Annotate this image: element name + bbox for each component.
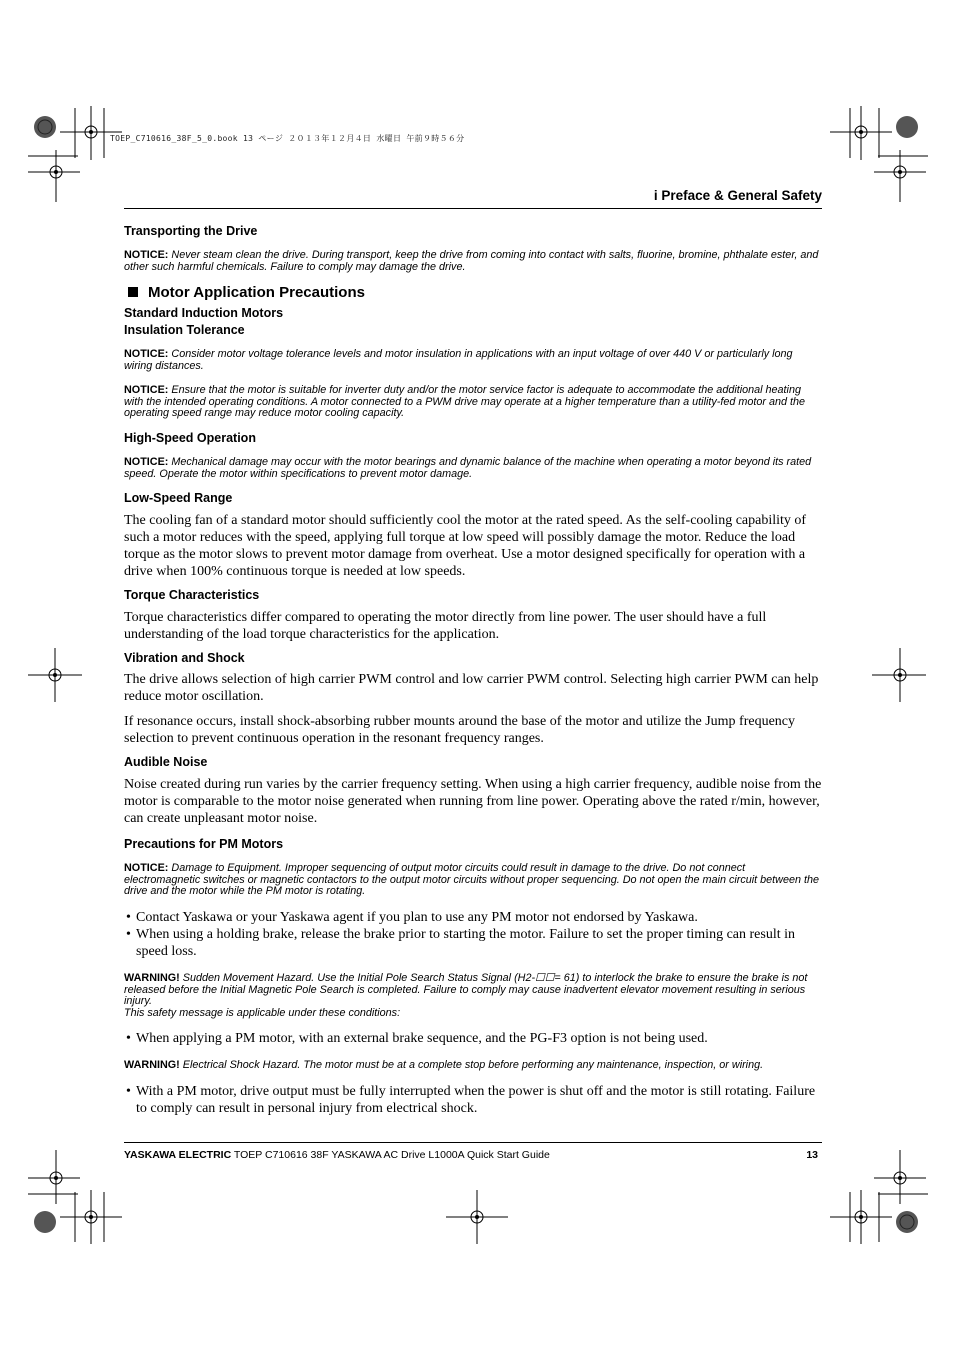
section-title-text: Motor Application Precautions [148, 284, 365, 301]
heading-torque: Torque Characteristics [124, 588, 260, 602]
list-item [124, 909, 822, 926]
bullet-icon: • [126, 927, 131, 942]
notice-text: Never steam clean the drive. During transport, keep the drive from coming into contact with salts, fluorine, bromine, phthalate ester, and other such harmful chemicals. Failure to comply may damage the drive. [124, 249, 819, 273]
page-number: 13 [806, 1149, 818, 1161]
notice-text: Ensure that the motor is suitable for inverter duty and/or the motor service factor is adequate to accommodate the additional heating with the intended operating conditions. A motor connected to a PWM drive may operate at a higher temperature than a utility-fed motor and the operating speed range may reduce motor cooling capacity. [124, 384, 805, 420]
heading-audible-noise: Audible Noise [124, 755, 208, 769]
warning-text: Sudden Movement Hazard. Use the Initial Pole Search Status Signal (H2-☐☐= 61) to interlock the brake to ensure the brake is not released before the Initial Magnetic Pole Search is completed. Failure to comply may cause inadvertent elevator movement resulting in serious injury. [124, 972, 808, 1008]
notice-insulation-2 [124, 385, 822, 420]
warning-text: Electrical Shock Hazard. The motor must be at a complete stop before performing any maintenance, inspection, or wiring. [179, 1059, 764, 1071]
notice-transporting [124, 250, 822, 273]
list-item-text: Contact Yaskawa or your Yaskawa agent if you plan to use any PM motor not endorsed by Yaskawa. [136, 910, 698, 925]
warning-sudden-movement [124, 973, 822, 1019]
notice-label: NOTICE: [124, 456, 169, 468]
body-vibration-1: The drive allows selection of high carrier PWM control and low carrier PWM control. Selecting high carrier PWM can help reduce motor oscillation. [124, 672, 819, 704]
notice-text: Consider motor voltage tolerance levels and motor insulation in applications with an input voltage of over 440 V or particularly long wiring distances. [124, 348, 793, 372]
heading-standard-induction: Standard Induction Motors [124, 306, 284, 320]
list-item [124, 1030, 822, 1047]
notice-label: NOTICE: [124, 384, 169, 396]
heading-vibration: Vibration and Shock [124, 651, 245, 665]
square-bullet-icon [128, 287, 138, 297]
notice-text: Mechanical damage may occur with the motor bearings and dynamic balance of the machine when operating a motor beyond its rated speed. Operate the motor within specifications to prevent motor damage. [124, 456, 812, 480]
notice-text: Damage to Equipment. Improper sequencing of output motor circuits could result in damage to the drive. Do not connect electromagnetic switches or magnetic contactors to the output motor circuits without proper sequencing. Do not open the main circuit between the drive and the motor while the PM motor is rotating. [124, 862, 819, 898]
header-rule [124, 208, 822, 209]
notice-label: NOTICE: [124, 862, 169, 874]
bullet-icon: • [126, 1084, 131, 1099]
footer-rule [124, 1142, 822, 1143]
notice-high-speed [124, 457, 822, 480]
heading-low-speed: Low-Speed Range [124, 491, 233, 505]
list-item-text: When applying a PM motor, with an external brake sequence, and the PG-F3 option is not being used. [136, 1031, 708, 1046]
heading-transporting: Transporting the Drive [124, 224, 258, 238]
list-item [124, 926, 822, 960]
warning-label: WARNING! [124, 972, 180, 984]
book-id-slug: TOEP_C710616_38F_5_0.book 13 ページ ２０１３年１２月４日 水曜日 午前９時５６分 [110, 134, 465, 143]
heading-pm-motors: Precautions for PM Motors [124, 837, 284, 851]
notice-label: NOTICE: [124, 348, 169, 360]
body-vibration-2: If resonance occurs, install shock-absorbing rubber mounts around the base of the motor and utilize the Jump frequency selection to prevent continuous operation in the resonant frequency ranges. [124, 714, 796, 746]
running-head: i Preface & General Safety [653, 188, 822, 203]
section-title [128, 284, 365, 301]
warning-label: WARNING! [124, 1059, 180, 1071]
list-item [124, 1083, 822, 1117]
warning-condition-text: This safety message is applicable under these conditions: [124, 1006, 401, 1019]
bullet-icon: • [126, 910, 131, 925]
bullet-icon: • [126, 1031, 131, 1046]
warning-electrical-shock [124, 1060, 822, 1072]
notice-pm-motors [124, 863, 822, 898]
body-low-speed: The cooling fan of a standard motor should sufficiently cool the motor at the rated speed. As the self-cooling capability of such a motor reduces with the speed, applying full torque at low speed will possibly damage the motor. Reduce the load torque as the motor slows to prevent motor damage from overheat. Use a motor designed specifically for operation with a drive when 100% continuous torque is needed at low speeds. [124, 513, 807, 579]
heading-high-speed: High-Speed Operation [124, 431, 256, 445]
body-torque: Torque characteristics differ compared to operating the motor directly from line power. The user should have a full understanding of the load torque characteristics for the application. [124, 610, 767, 642]
list-item-text: When using a holding brake, release the brake prior to starting the motor. Failure to set the proper timing can result in speed loss. [136, 927, 795, 959]
body-audible-noise: Noise created during run varies by the carrier frequency setting. When using a high carrier frequency, audible noise from the motor is comparable to the motor noise generated when running from line power. Operating above the rated r/min, however, can create unpleasant motor noise. [124, 777, 822, 826]
notice-insulation-1 [124, 349, 822, 372]
footer-text: TOEP C710616 38F YASKAWA AC Drive L1000A Quick Start Guide [231, 1149, 550, 1161]
list-item-text: With a PM motor, drive output must be fully interrupted when the power is shut off and the motor is still rotating. Failure to comply can result in personal injury from electrical shock. [136, 1084, 816, 1116]
footer [124, 1149, 550, 1161]
notice-label: NOTICE: [124, 249, 169, 261]
footer-brand: YASKAWA ELECTRIC [124, 1149, 232, 1161]
heading-insulation: Insulation Tolerance [124, 323, 245, 337]
